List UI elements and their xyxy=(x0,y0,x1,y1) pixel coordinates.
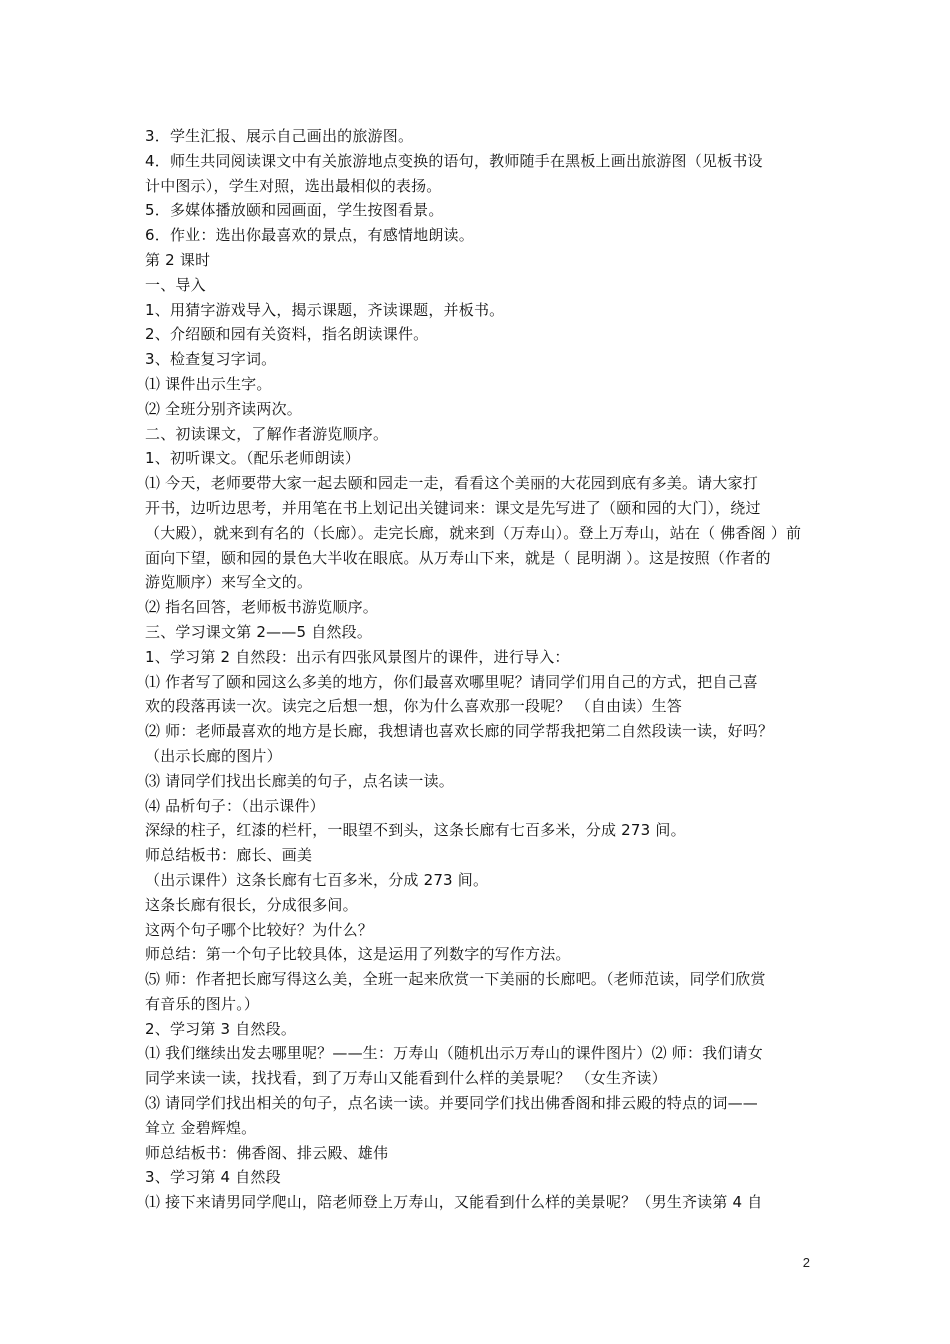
text-line: 1、用猜字游戏导入，揭示课题，齐读课题，并板书。 xyxy=(145,300,505,319)
text-line: 第 2 课时 xyxy=(145,250,211,269)
text-line: 师总结板书：佛香阁、排云殿、雄伟 xyxy=(145,1143,389,1162)
text-line: 3、检查复习字词。 xyxy=(145,350,277,369)
text-line: 1、学习第 2 自然段：出示有四张风景图片的课件，进行导入： xyxy=(145,647,570,666)
text-line: 计中图示），学生对照，选出最相似的表扬。 xyxy=(145,176,442,195)
text-line: 二、初读课文，了解作者游览顺序。 xyxy=(145,424,389,443)
document-body xyxy=(145,124,815,1215)
text-line: 耸立 金碧辉煌。 xyxy=(145,1118,257,1137)
text-line: ⑵ 指名回答，老师板书游览顺序。 xyxy=(145,598,378,617)
text-line: 5．多媒体播放颐和园画面，学生按图看景。 xyxy=(145,201,444,220)
text-line: 3、学习第 4 自然段 xyxy=(145,1168,281,1187)
text-line: 师总结：第一个句子比较具体，这是运用了列数字的写作方法。 xyxy=(145,945,571,964)
text-line: 开书，边听边思考，并用笔在书上划记出关键词来：课文是先写进了（颐和园的大门），绕过 xyxy=(145,498,761,517)
text-line: ⑴ 作者写了颐和园这么多美的地方，你们最喜欢哪里呢？请同学们用自己的方式，把自己喜 xyxy=(145,672,758,691)
text-line: 同学来读一读，找找看，到了万寿山又能看到什么样的美景呢？ （女生齐读） xyxy=(145,1069,667,1088)
text-line: 1、初听课文。（配乐老师朗读） xyxy=(145,449,361,468)
text-line: （大殿），就来到有名的（长廊）。走完长廊，就来到（万寿山）。登上万寿山，站在（ 佛香阁 ）前 xyxy=(145,523,802,542)
text-line: 这条长廊有很长，分成很多间。 xyxy=(145,895,358,914)
text-line: ⑴ 我们继续出发去哪里呢？——生：万寿山（随机出示万寿山的课件图片）⑵ 师：我们请女 xyxy=(145,1044,763,1063)
text-line: 游览顺序）来写全文的。 xyxy=(145,573,313,592)
text-line: 这两个句子哪个比较好？为什么？ xyxy=(145,920,374,939)
text-line: 师总结板书：廊长、画美 xyxy=(145,846,313,865)
text-line: 三、学习课文第 2——5 自然段。 xyxy=(145,622,373,641)
text-line: 有音乐的图片。） xyxy=(145,994,260,1013)
text-line: ⑶ 请同学们找出相关的句子，点名读一读。并要同学们找出佛香阁和排云殿的特点的词—— xyxy=(145,1094,758,1113)
text-line: ⑸ 师：作者把长廊写得这么美，全班一起来欣赏一下美丽的长廊吧。（老师范读，同学们欣赏 xyxy=(145,970,766,989)
text-line: ⑵ 全班分别齐读两次。 xyxy=(145,399,302,418)
text-line: 面向下望，颐和园的景色大半收在眼底。从万寿山下来，就是（ 昆明湖 ）。这是按照（作者的 xyxy=(145,548,771,567)
text-line: ⑵ 师：老师最喜欢的地方是长廊，我想请也喜欢长廊的同学帮我把第二自然段读一读，好吗？ xyxy=(145,722,774,741)
text-line: 欢的段落再读一次。读完之后想一想，你为什么喜欢那一段呢？ （自由读）生答 xyxy=(145,697,682,716)
text-line: 深绿的柱子，红漆的栏杆，一眼望不到头，这条长廊有七百多米，分成 273 间。 xyxy=(145,821,686,840)
text-line: ⑴ 课件出示生字。 xyxy=(145,374,272,393)
text-line: 2、学习第 3 自然段。 xyxy=(145,1019,297,1038)
text-line: 3．学生汇报、展示自己画出的旅游图。 xyxy=(145,127,414,145)
page-number: 2 xyxy=(802,1255,810,1270)
text-line: （出示课件）这条长廊有七百多米，分成 273 间。 xyxy=(145,870,489,889)
text-line: ⑷ 品析句子：（出示课件） xyxy=(145,796,325,815)
text-line: 4．师生共同阅读课文中有关旅游地点变换的语句，教师随手在黑板上画出旅游图（见板书设 xyxy=(145,151,763,170)
text-line: 2、介绍颐和园有关资料，指名朗读课件。 xyxy=(145,325,429,344)
text-line: ⑴ 接下来请男同学爬山，陪老师登上万寿山，又能看到什么样的美景呢？（男生齐读第 4 自 xyxy=(145,1193,763,1212)
text-line: ⑶ 请同学们找出长廊美的句子，点名读一读。 xyxy=(145,771,454,790)
text-line: 6．作业：选出你最喜欢的景点，有感情地朗读。 xyxy=(145,226,474,245)
text-line: 一、导入 xyxy=(145,275,206,294)
text-line: （出示长廊的图片） xyxy=(145,746,282,765)
text-line: ⑴ 今天，老师要带大家一起去颐和园走一走，看看这个美丽的大花园到底有多美。请大家打 xyxy=(145,474,758,493)
